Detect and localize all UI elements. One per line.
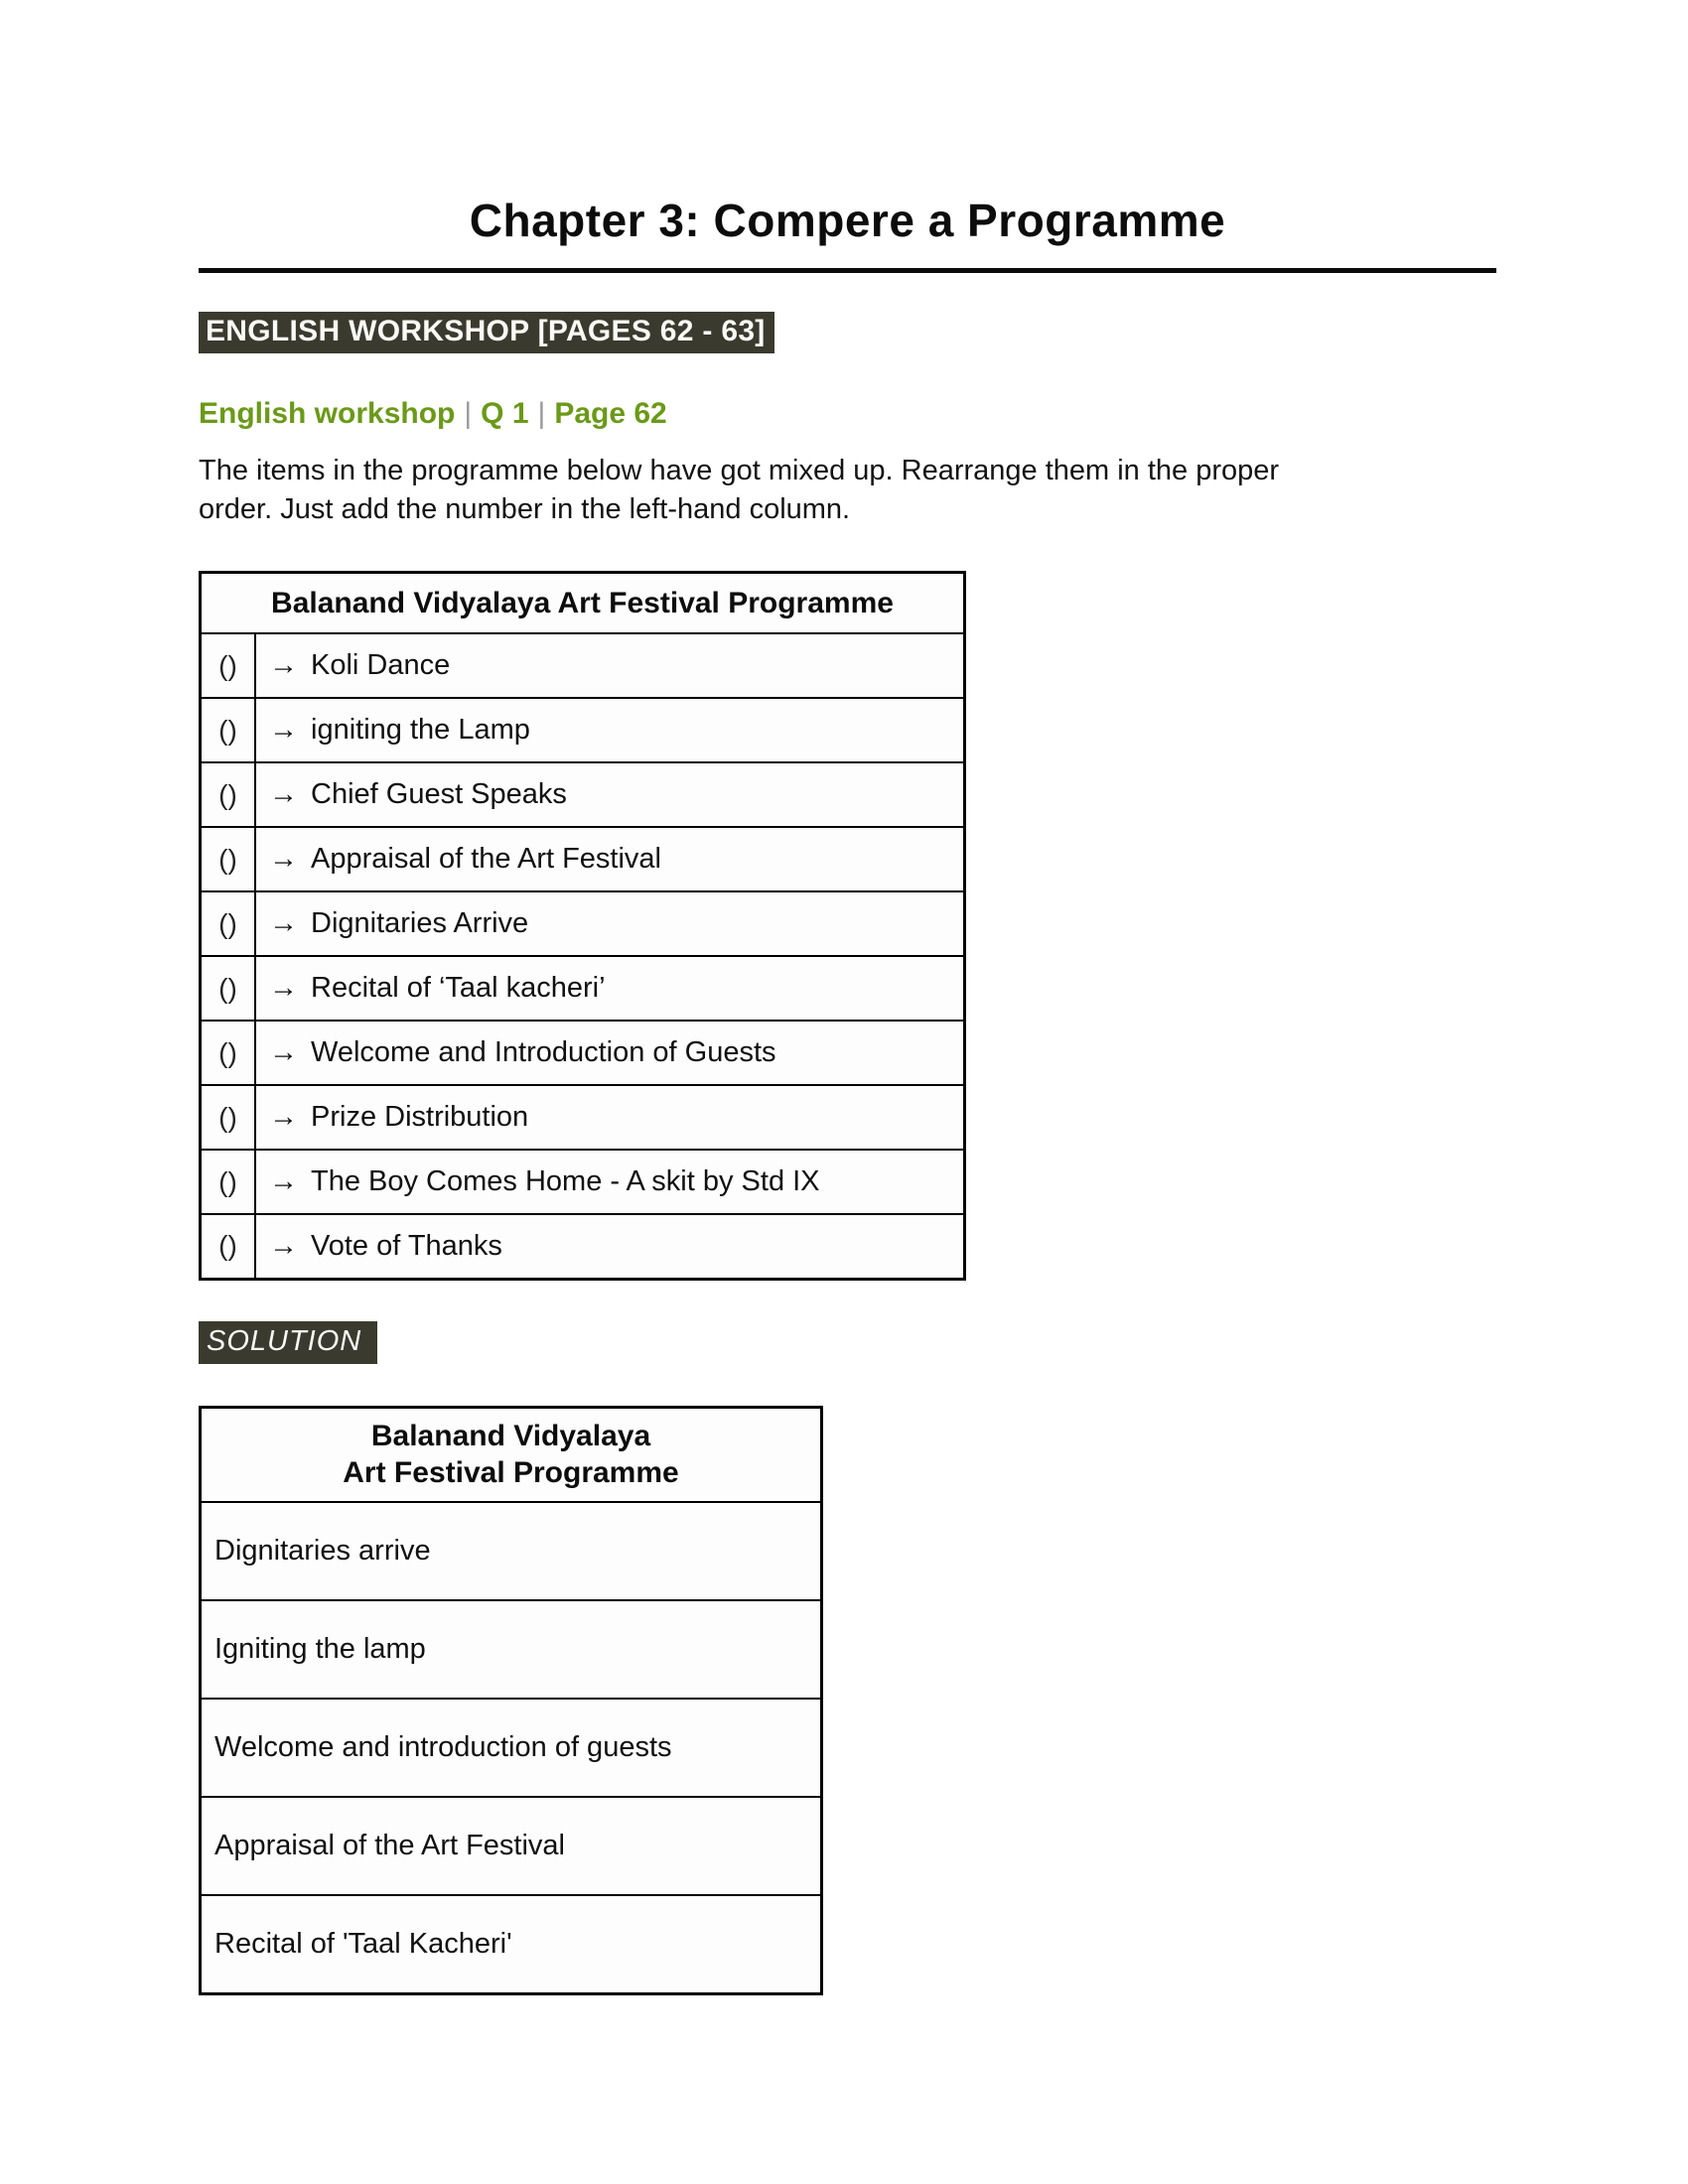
programme-item-cell xyxy=(255,1150,965,1214)
table-row xyxy=(201,1797,822,1895)
solution-item-label: Igniting the lamp xyxy=(201,1600,822,1699)
question-text xyxy=(199,452,1496,529)
solution-item-label: Welcome and introduction of guests xyxy=(201,1699,822,1797)
table-row xyxy=(201,1502,822,1600)
programme-item-label: Recital of ‘Taal kacheri’ xyxy=(311,972,606,1004)
order-placeholder: () xyxy=(201,827,256,891)
programme-item-cell xyxy=(255,1021,965,1085)
programme-item-label: Appraisal of the Art Festival xyxy=(311,843,661,875)
right-arrow-icon: → xyxy=(269,1101,298,1133)
order-placeholder: () xyxy=(201,891,256,956)
right-arrow-icon: → xyxy=(269,1229,298,1262)
order-placeholder: () xyxy=(201,1021,256,1085)
table-row xyxy=(201,633,965,698)
table-row xyxy=(201,827,965,891)
question-text-line: The items in the programme below have got mixed up. Rearrange them in the proper xyxy=(199,455,1280,486)
solution-item-label: Dignitaries arrive xyxy=(201,1502,822,1600)
table-row xyxy=(201,1085,965,1150)
programme-item-cell xyxy=(255,698,965,762)
programme-item-label: Chief Guest Speaks xyxy=(311,778,567,810)
right-arrow-icon: → xyxy=(269,1036,298,1068)
page-title: Chapter 3: Compere a Programme xyxy=(469,195,1226,246)
table-row xyxy=(201,1699,822,1797)
right-arrow-icon: → xyxy=(269,649,298,681)
right-arrow-icon: → xyxy=(269,972,298,1004)
solution-table-title xyxy=(201,1407,822,1502)
right-arrow-icon: → xyxy=(269,907,298,939)
table-row xyxy=(201,1600,822,1699)
programme-item-cell xyxy=(255,891,965,956)
table-row xyxy=(201,698,965,762)
table-row xyxy=(201,956,965,1021)
programme-item-label: The Boy Comes Home - A skit by Std IX xyxy=(311,1165,820,1197)
solution-item-label: Appraisal of the Art Festival xyxy=(201,1797,822,1895)
right-arrow-icon: → xyxy=(269,778,298,810)
order-placeholder: () xyxy=(201,762,256,827)
order-placeholder: () xyxy=(201,1085,256,1150)
right-arrow-icon: → xyxy=(269,1165,298,1197)
programme-item-cell xyxy=(255,762,965,827)
question-heading-number: Q 1 xyxy=(481,397,529,430)
solution-table-title-line: Balanand Vidyalaya xyxy=(370,1419,651,1452)
table-row xyxy=(201,1150,965,1214)
solution-table-header-row xyxy=(201,1407,822,1502)
programme-item-cell xyxy=(255,827,965,891)
table-row xyxy=(201,1021,965,1085)
programme-item-label: Koli Dance xyxy=(311,649,451,681)
order-placeholder: () xyxy=(201,633,256,698)
table-row xyxy=(201,1214,965,1279)
question-text-line: order. Just add the number in the left-hand column. xyxy=(199,493,851,525)
programme-item-cell xyxy=(255,1085,965,1150)
order-placeholder: () xyxy=(201,698,256,762)
programme-item-cell xyxy=(255,633,965,698)
right-arrow-icon: → xyxy=(269,714,298,746)
section-badge: ENGLISH WORKSHOP [PAGES 62 - 63] xyxy=(199,312,774,353)
order-placeholder: () xyxy=(201,956,256,1021)
order-placeholder: () xyxy=(201,1214,256,1279)
table-row xyxy=(201,891,965,956)
table-row xyxy=(201,1895,822,1994)
programme-item-label: Vote of Thanks xyxy=(311,1229,502,1262)
heading-separator: | xyxy=(464,397,473,430)
programme-item-label: Welcome and Introduction of Guests xyxy=(311,1036,776,1068)
programme-table xyxy=(199,571,966,1281)
programme-table-header-row xyxy=(201,573,965,634)
solution-table xyxy=(199,1406,823,1995)
programme-item-cell xyxy=(255,1214,965,1279)
title-divider xyxy=(199,268,1496,273)
programme-item-label: Prize Distribution xyxy=(311,1101,529,1133)
programme-item-label: Dignitaries Arrive xyxy=(311,907,529,939)
heading-separator: | xyxy=(537,397,546,430)
question-heading-workshop: English workshop xyxy=(199,397,456,430)
programme-item-cell xyxy=(255,956,965,1021)
programme-item-label: igniting the Lamp xyxy=(311,714,530,746)
solution-badge: SOLUTION xyxy=(199,1321,377,1364)
order-placeholder: () xyxy=(201,1150,256,1214)
right-arrow-icon: → xyxy=(269,843,298,875)
solution-item-label: Recital of 'Taal Kacheri' xyxy=(201,1895,822,1994)
table-row xyxy=(201,762,965,827)
solution-table-title-line: Art Festival Programme xyxy=(343,1455,679,1489)
programme-table-title: Balanand Vidyalaya Art Festival Programme xyxy=(201,573,965,634)
question-heading xyxy=(199,397,1496,431)
question-heading-page: Page 62 xyxy=(554,397,667,430)
